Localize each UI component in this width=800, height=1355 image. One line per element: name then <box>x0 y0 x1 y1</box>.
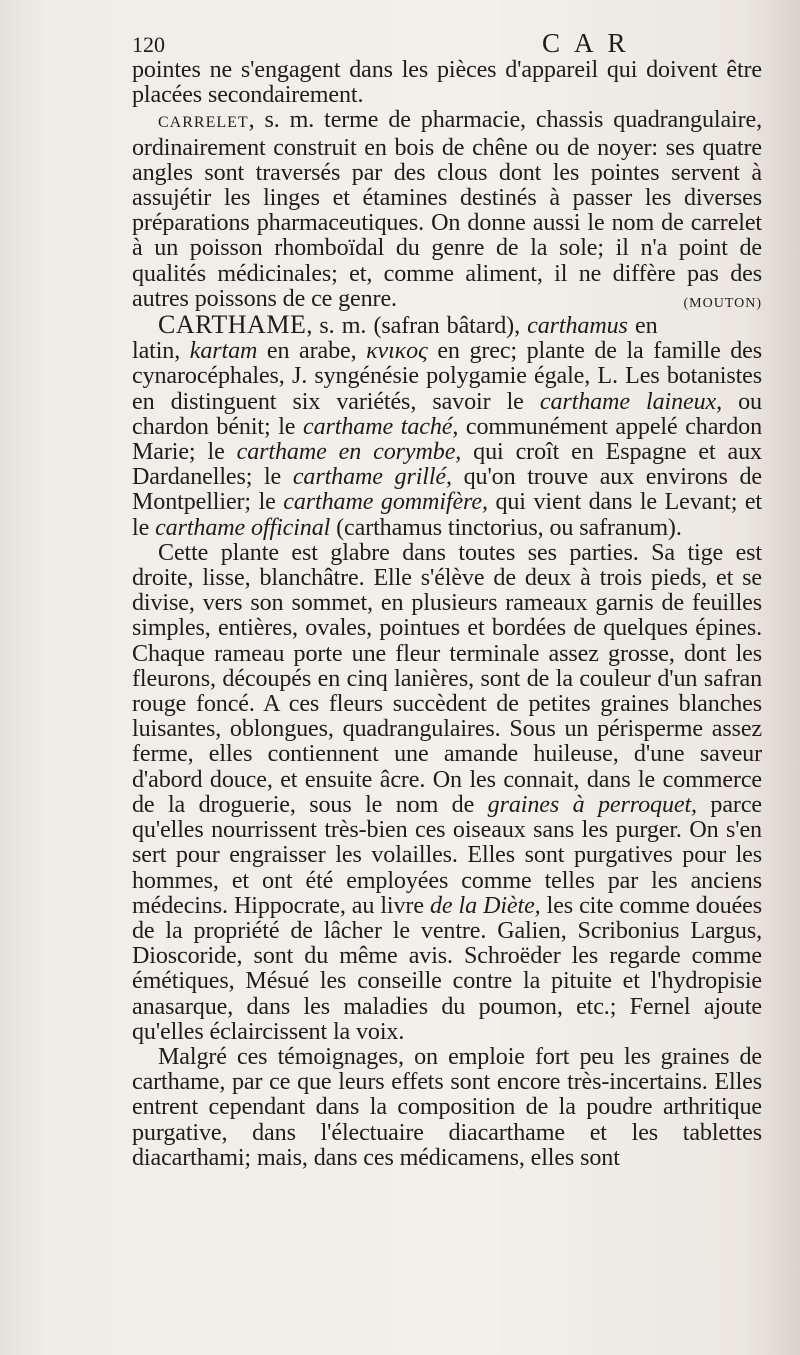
entry-text: (carthamus tinctorius, ou safranum). <box>330 514 682 541</box>
continuation-paragraph: pointes ne s'engagent dans les pièces d'appareil qui doivent être placées secondairement. <box>132 57 762 109</box>
variety-name: carthame taché, <box>303 413 459 440</box>
entry-text: en grec; plante de la famille des cynarocéphales, J. syngénésie polygamie égale, L. Les botanistes en distinguent six variétés, savoir le <box>132 338 763 415</box>
italic-title: de la Diète, <box>429 892 541 919</box>
arabic-name: kartam <box>189 338 258 365</box>
page-number: 120 <box>132 32 165 57</box>
entry-text: en arabe, <box>257 338 367 365</box>
paragraph-text: parce qu'elles nourrissent très-bien ces oiseaux sans les purger. On s'en sert pour engraisser les volailles. Elles sont purgatives pour les hommes, et ont été employées comme telles par les anciens médecins. Hippocrate, au livre <box>132 791 762 919</box>
latin-name: carthamus <box>527 313 628 340</box>
headword-carthame: CARTHAME <box>158 310 307 340</box>
entry-carthame <box>132 312 762 541</box>
entry-text: qui croît en Espagne et aux Dardanelles; le <box>132 439 762 491</box>
variety-name: carthame laineux, <box>539 388 723 415</box>
variety-name: carthame grillé, <box>292 464 452 491</box>
entry-text: ou chardon bénit; le <box>132 388 762 440</box>
author-signature: (MOUTON) <box>683 295 762 311</box>
greek-name: κνικος <box>366 338 428 365</box>
variety-name: carthame officinal <box>155 514 331 541</box>
entry-text: , s. m. (safran bâtard), <box>306 313 528 340</box>
page-body <box>132 58 762 1171</box>
variety-name: carthame gommifère, <box>283 489 488 516</box>
running-head: CAR <box>542 28 640 58</box>
paragraph-text: Cette plante est glabre dans toutes ses parties. Sa tige est droite, lisse, blanchâtre. Elle s'élève de deux à trois pieds, et se divise, vers son sommet, en plusieurs rameaux garnis de feuilles simples, entières, ovales, pointues et bordées de quelques épines. Chaque rameau porte une fleur terminale assez grosse, dont les fleurons, découpés en cinq lanières, sont de la couleur d'un safran rouge foncé. A ces fleurs succèdent de petites graines blanches luisantes, oblongues, quadrangulaires. Sous un périsperme assez ferme, elles contiennent une amande huileuse, d'une saveur d'abord douce, et ensuite âcre. On les connait, dans le commerce de la droguerie, sous le nom de <box>132 539 762 818</box>
entry-text: qu'on trouve aux environs de Montpellier; le <box>132 464 762 516</box>
paragraph-usage: Malgré ces témoignages, on emploie fort peu les graines de carthame, par ce que leurs effets sont encore très-incertains. Elles entrent cependant dans la composition de la poudre arthritique purgative, dans l'électuaire diacarthame et les tablettes diacarthami; mais, dans ces médicamens, elles sont <box>132 1043 762 1171</box>
paragraph-text: les cite comme douées de la propriété de lâcher le ventre. Galien, Scribonius Largus, Dioscoride, sont du même avis. Schroëder les regarde comme émétiques, Mésué les conseille contre la pituite et l'hydropisie anasarque, dans les maladies du poumon, etc.; Fernel ajoute qu'elles éclaircissent la voix. <box>132 892 762 1045</box>
entry-text: qui vient dans le Levant; et le <box>132 489 763 541</box>
entry-carrelet <box>132 108 762 312</box>
italic-term: graines à perroquet, <box>487 791 697 818</box>
entry-carrelet-text: , s. m. terme de pharmacie, chassis quadrangulaire, ordinairement construit en bois de chêne ou de noyer: ses quatre angles sont traversés par des clous dont les pointes servent à assujétir les linges et étamines destinés à passer les diverses préparations pharmaceutiques. On donne aussi le nom de carrelet à un poisson rhomboïdal du genre de la sole; il n'a point de qualités médicinales; et, comme aliment, il ne diffère pas des autres poissons de ce genre. <box>132 107 762 312</box>
paragraph-description <box>132 541 762 1045</box>
variety-name: carthame en corymbe, <box>236 439 462 466</box>
entry-text: communément appelé chardon Marie; le <box>132 413 762 466</box>
entry-text: en latin, <box>132 313 658 365</box>
headword-carrelet: CARRELET <box>158 114 249 132</box>
